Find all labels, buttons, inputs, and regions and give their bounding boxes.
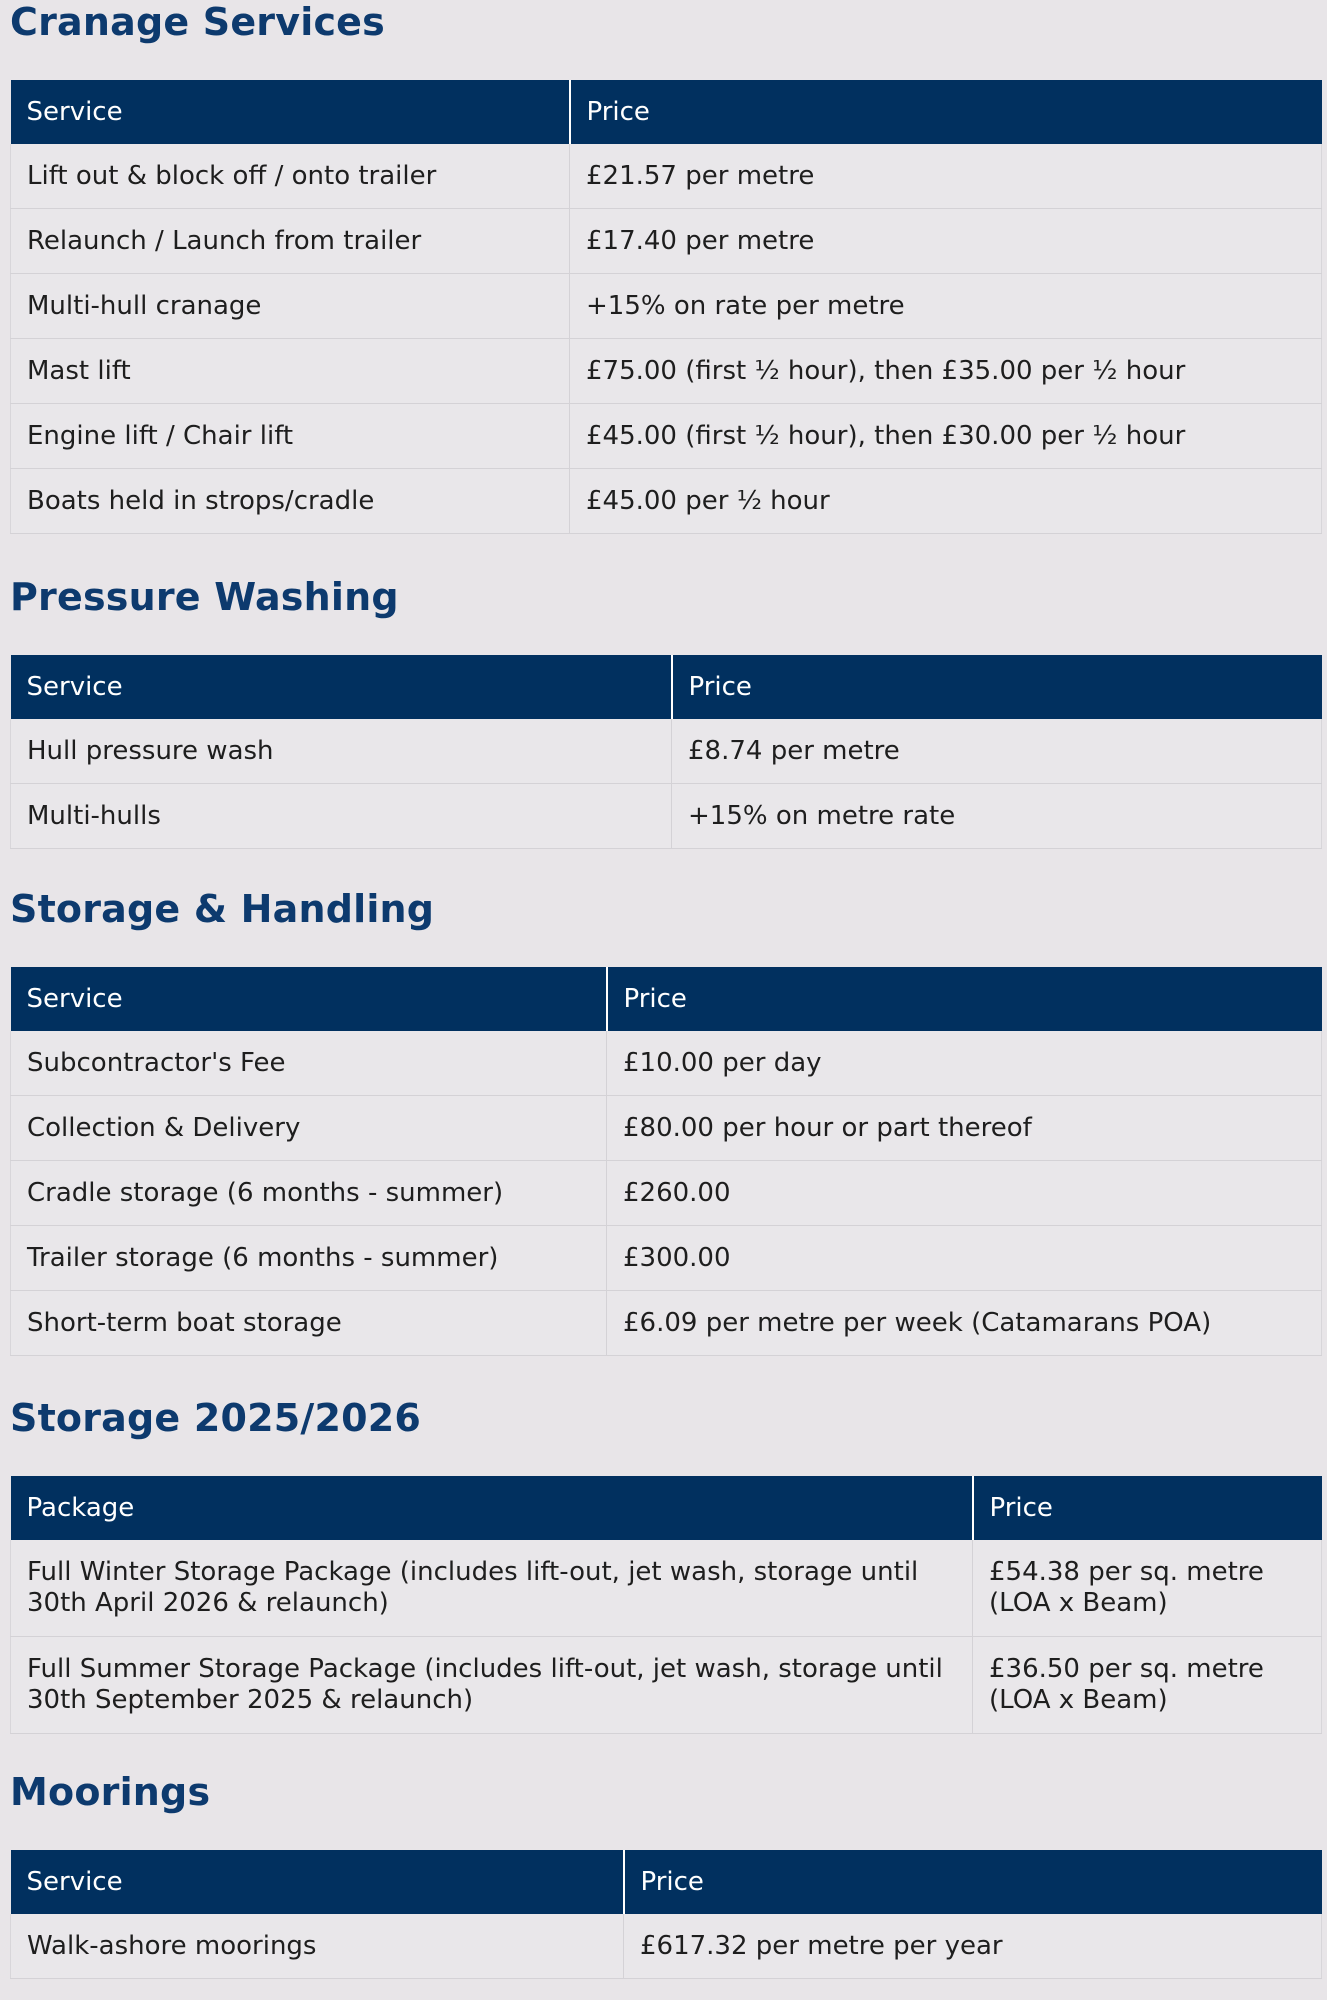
column-header-service: Service (11, 967, 607, 1031)
storage-handling-table (10, 967, 1322, 1356)
table-header-row (11, 1850, 1322, 1914)
price-cell: £54.38 per sq. metre (LOA x Beam) (973, 1540, 1322, 1637)
table-row (11, 209, 1322, 274)
table-row (11, 144, 1322, 209)
column-header-price: Price (607, 967, 1322, 1031)
service-cell: Hull pressure wash (11, 719, 672, 784)
price-cell: £260.00 (607, 1161, 1322, 1226)
price-cell: £45.00 per ½ hour (570, 469, 1322, 534)
table-row (11, 1031, 1322, 1096)
pressure-washing-table (10, 655, 1322, 849)
column-header-price: Price (570, 80, 1322, 144)
table-row (11, 1291, 1322, 1356)
table-header-row (11, 1476, 1322, 1540)
price-cell: £8.74 per metre (672, 719, 1322, 784)
column-header-service: Service (11, 1850, 624, 1914)
table-row (11, 1161, 1322, 1226)
price-cell: £45.00 (first ½ hour), then £30.00 per ½ hour (570, 404, 1322, 469)
table-row (11, 339, 1322, 404)
column-header-service: Service (11, 655, 672, 719)
column-header-price: Price (624, 1850, 1322, 1914)
service-cell: Trailer storage (6 months - summer) (11, 1226, 607, 1291)
table-row (11, 1914, 1322, 1979)
service-cell: Walk-ashore moorings (11, 1914, 624, 1979)
service-cell: Cradle storage (6 months - summer) (11, 1161, 607, 1226)
table-row (11, 404, 1322, 469)
service-cell: Engine lift / Chair lift (11, 404, 570, 469)
table-row (11, 274, 1322, 339)
section-title-storage-2025-2026: Storage 2025/2026 (10, 1396, 422, 1440)
table-row (11, 1096, 1322, 1161)
table-row (11, 1226, 1322, 1291)
price-cell: £21.57 per metre (570, 144, 1322, 209)
section-title-cranage: Cranage Services (10, 0, 385, 44)
table-row (11, 1637, 1322, 1734)
cranage-table (10, 80, 1322, 534)
column-header-service: Service (11, 80, 570, 144)
column-header-package: Package (11, 1476, 973, 1540)
table-header-row (11, 967, 1322, 1031)
package-cell: Full Winter Storage Package (includes lift-out, jet wash, storage until 30th April 2026 & relaunch) (11, 1540, 973, 1637)
service-cell: Multi-hull cranage (11, 274, 570, 339)
price-cell: £75.00 (first ½ hour), then £35.00 per ½ hour (570, 339, 1322, 404)
table-row (11, 784, 1322, 849)
price-cell: +15% on metre rate (672, 784, 1322, 849)
price-cell: £10.00 per day (607, 1031, 1322, 1096)
section-title-moorings: Moorings (10, 1770, 211, 1814)
service-cell: Collection & Delivery (11, 1096, 607, 1161)
service-cell: Subcontractor's Fee (11, 1031, 607, 1096)
price-cell: £80.00 per hour or part thereof (607, 1096, 1322, 1161)
column-header-price: Price (672, 655, 1322, 719)
package-cell: Full Summer Storage Package (includes lift-out, jet wash, storage until 30th September 2025 & relaunch) (11, 1637, 973, 1734)
section-title-storage-handling: Storage & Handling (10, 887, 435, 931)
price-cell: £300.00 (607, 1226, 1322, 1291)
service-cell: Boats held in strops/cradle (11, 469, 570, 534)
table-row (11, 719, 1322, 784)
price-cell: £617.32 per metre per year (624, 1914, 1322, 1979)
table-row (11, 1540, 1322, 1637)
service-cell: Mast lift (11, 339, 570, 404)
service-cell: Lift out & block off / onto trailer (11, 144, 570, 209)
service-cell: Relaunch / Launch from trailer (11, 209, 570, 274)
service-cell: Multi-hulls (11, 784, 672, 849)
price-cell: £6.09 per metre per week (Catamarans POA) (607, 1291, 1322, 1356)
price-cell: £17.40 per metre (570, 209, 1322, 274)
table-header-row (11, 655, 1322, 719)
price-cell: +15% on rate per metre (570, 274, 1322, 339)
table-row (11, 469, 1322, 534)
column-header-price: Price (973, 1476, 1322, 1540)
service-cell: Short-term boat storage (11, 1291, 607, 1356)
table-header-row (11, 80, 1322, 144)
section-title-pressure-washing: Pressure Washing (10, 575, 399, 619)
price-cell: £36.50 per sq. metre (LOA x Beam) (973, 1637, 1322, 1734)
storage-packages-table (10, 1476, 1322, 1734)
moorings-table (10, 1850, 1322, 1979)
